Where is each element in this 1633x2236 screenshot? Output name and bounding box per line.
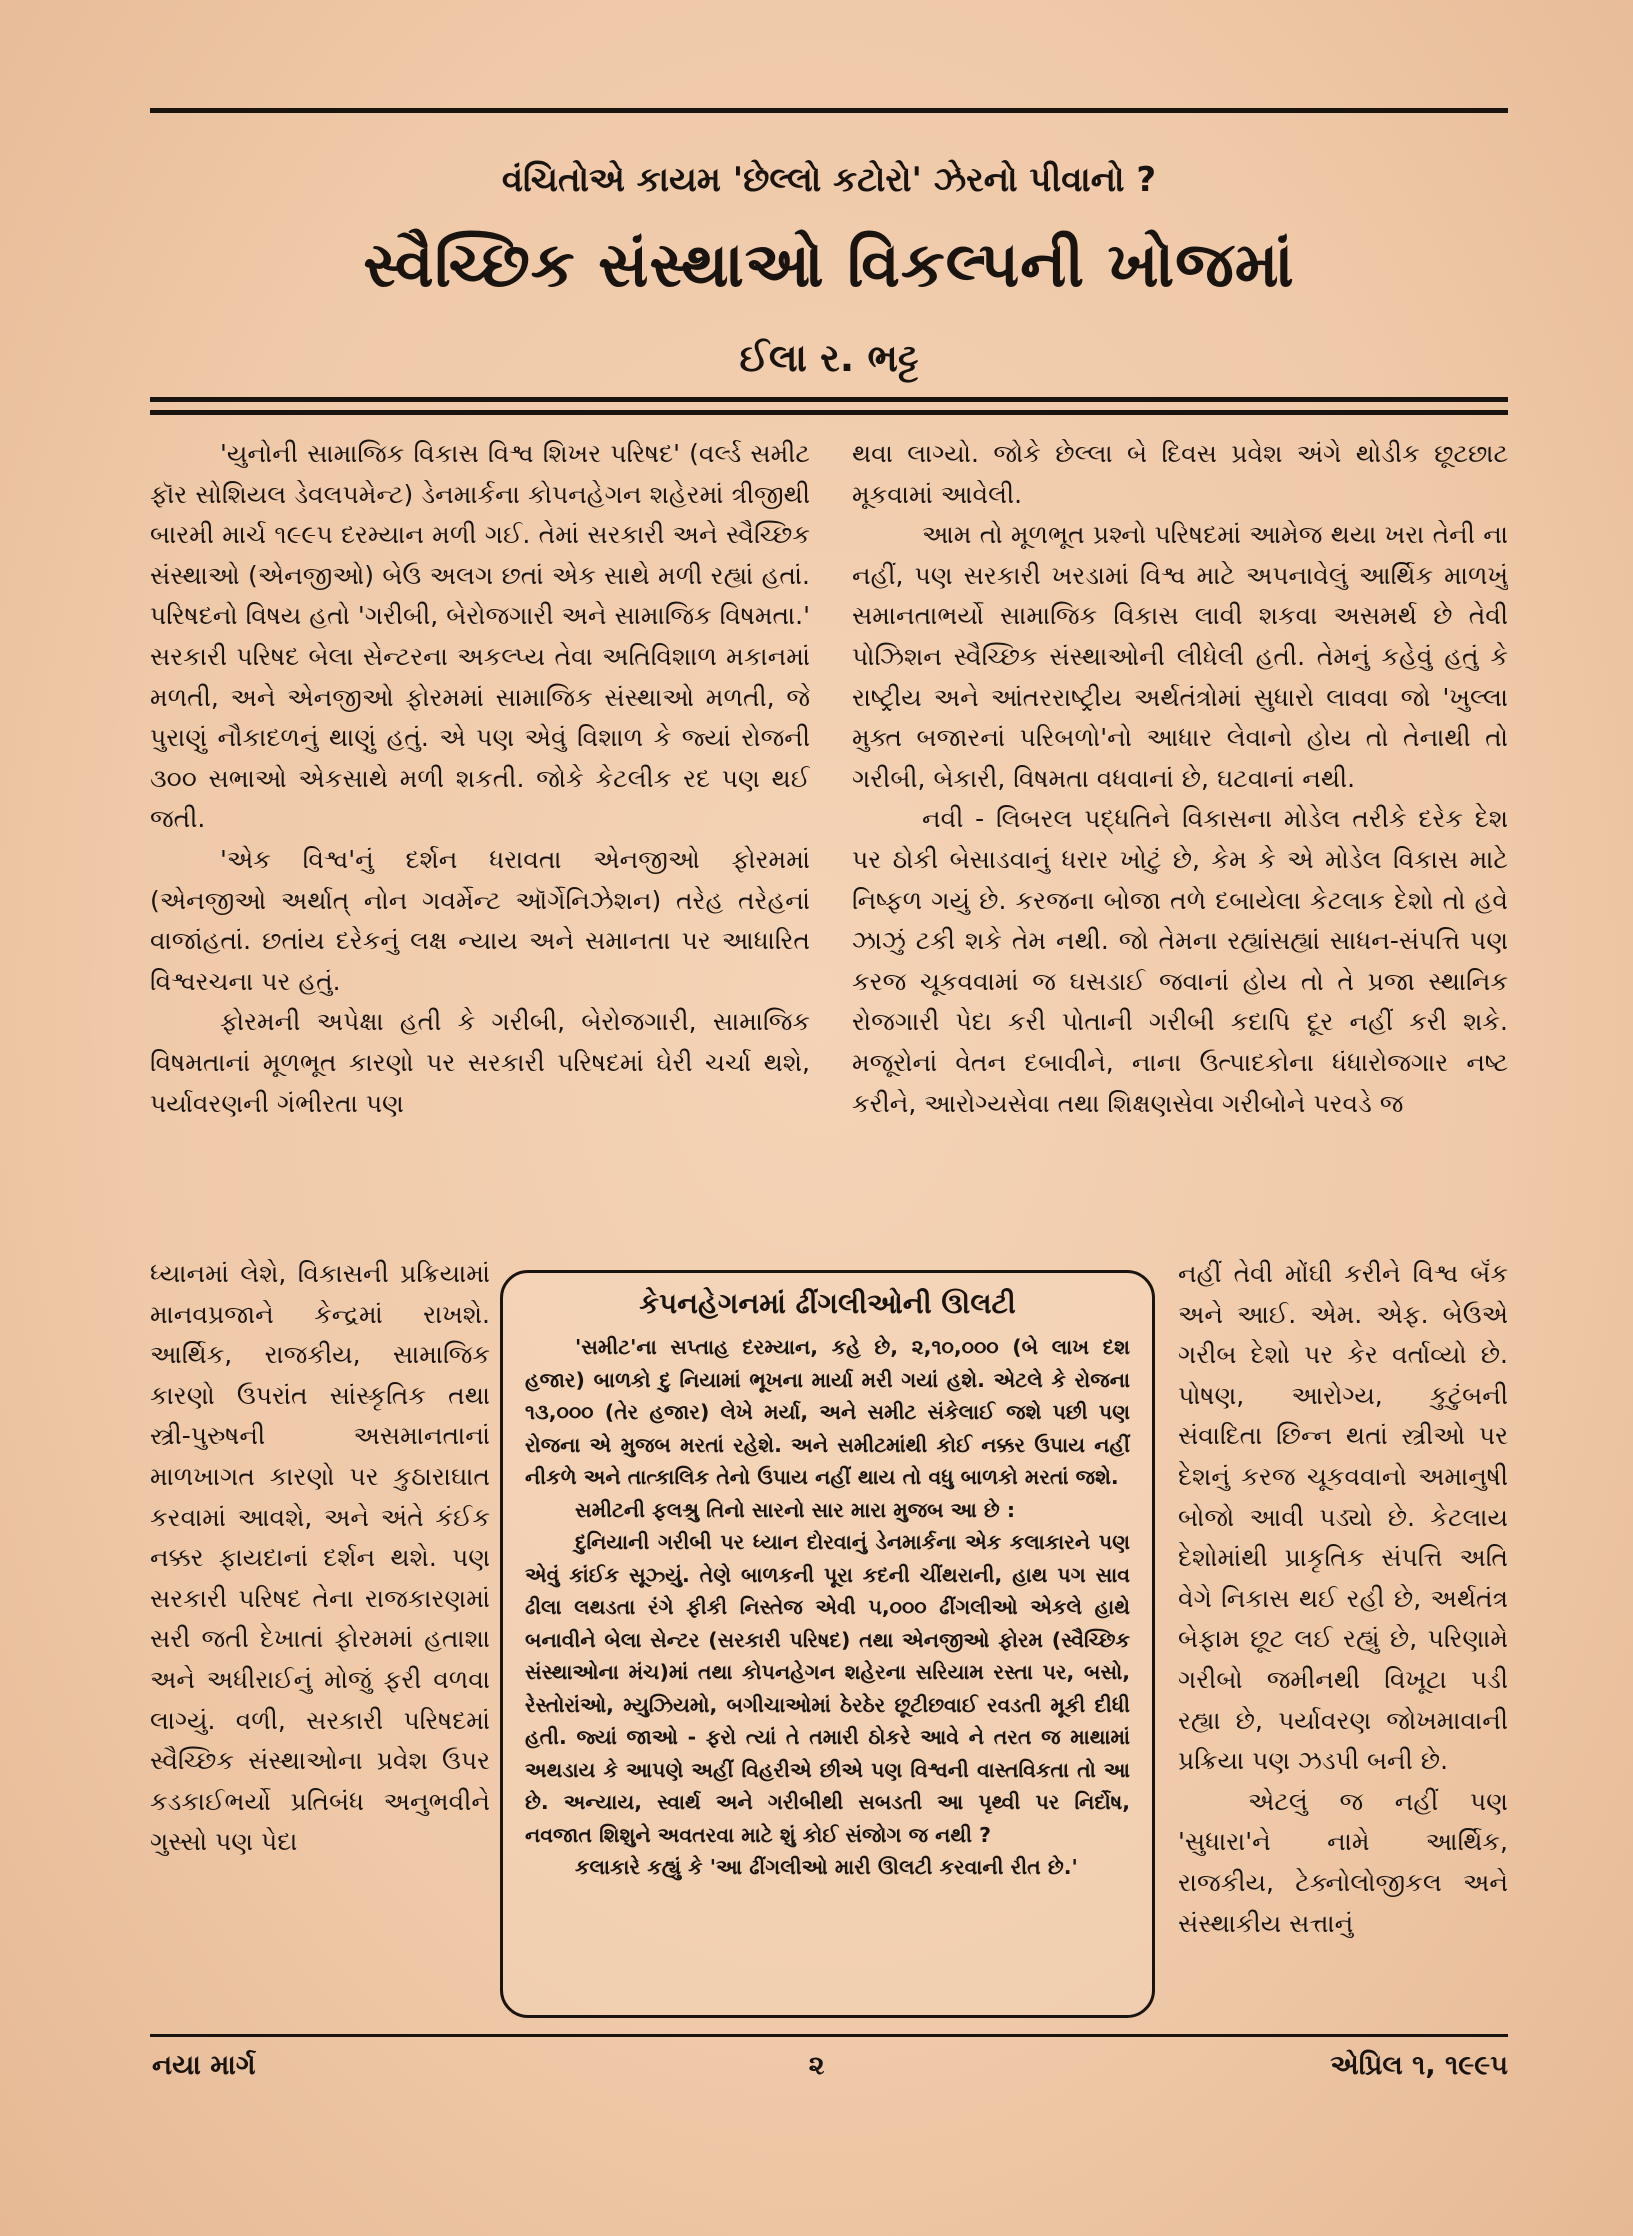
sidebar-body xyxy=(525,1331,1130,1884)
article-byline: ઈલા ર. ભટ્ટ xyxy=(739,336,919,380)
article-title: સ્વૈચ્છિક સંસ્થાઓ વિકલ્પની ખોજમાં xyxy=(363,228,1295,301)
paragraph: ધ્યાનમાં લેશે, વિકાસની પ્રક્રિયામાં માનવપ્રજાને કેન્દ્રમાં રાખશે. આર્થિક, રાજકીય, સામાજિક કારણો ઉપરાંત સાંસ્કૃતિક તથા સ્ત્રી-પુરુષની અસમાનતાનાં માળખાગત કારણો પર કુઠારાઘાત કરવામાં આવશે, અને અંતે કંઈક નક્કર ફાયદાનાં દર્શન થશે. પણ સરકારી પરિષદ તેના રાજકારણમાં સરી જતી દેખાતાં ફોરમમાં હતાશા અને અધીરાઈનું મોજું ફરી વળવા લાગ્યું. વળી, સરકારી પરિષદમાં સ્વૈચ્છિક સંસ્થાઓના પ્રવેશ ઉપર કડકાઈભર્યો પ્રતિબંધ અનુભવીને ગુસ્સો પણ પેદા xyxy=(150,1259,490,1857)
paragraph: એટલું જ નહીં પણ 'સુધારા'ને નામે આર્થિક, રાજકીય, ટેક્નોલોજીકલ અને સંસ્થાકીય સત્તાનું xyxy=(1178,1786,1508,1938)
article-column-right xyxy=(852,434,1508,1254)
paragraph: નવી - લિબરલ પદ્ધતિને વિકાસના મોડેલ તરીકે દરેક દેશ પર ઠોકી બેસાડવાનું ધરાર ખોટું છે, કેમ કે એ મોડેલ વિકાસ માટે નિષ્ફળ ગયું છે. કરજના બોજા તળે દબાયેલા કેટલાક દેશો તો હવે ઝાઝું ટકી શકે તેમ નથી. જો તેમના રહ્યાંસહ્યાં સાધન-સંપત્તિ પણ કરજ ચૂકવવામાં જ ઘસડાઈ જવાનાં હોય તો તે પ્રજા સ્થાનિક રોજગારી પેદા કરી પોતાની ગરીબી કદાપિ દૂર નહીં કરી શકે. મજૂરોનાં વેતન દબાવીને, નાના ઉત્પાદકોના ધંધારોજગાર નષ્ટ કરીને, આરોગ્યસેવા તથા શિક્ષણસેવા ગરીબોને પરવડે જ xyxy=(852,804,1508,1118)
article-column-left xyxy=(150,434,810,1254)
footer-page-number: ૨ xyxy=(808,2050,825,2081)
article-column-left-continued xyxy=(150,1254,490,2034)
paragraph: થવા લાગ્યો. જોકે છેલ્લા બે દિવસ પ્રવેશ અંગે થોડીક છૂટછાટ મૂકવામાં આવેલી. xyxy=(852,439,1508,509)
sidebar-paragraph: 'સમીટ'ના સપ્તાહ દરમ્યાન, કહે છે, ૨,૧૦,૦૦૦ (બે લાખ દશ હજાર) બાળકો દુ નિયામાં ભૂખના માર્યા મરી ગયાં હશે. એટલે કે રોજના ૧૩,૦૦૦ (તેર હજાર) લેખે મર્યા, અને સમીટ સંકેલાઈ જશે પછી પણ રોજના એ મુજબ મરતાં રહેશે. અને સમીટમાંથી કોઈ નક્કર ઉપાય નહીં નીકળે અને તાત્કાલિક તેનો ઉપાય નહીં થાય તો વધુ બાળકો મરતાં જશે. xyxy=(525,1335,1130,1489)
footer-rule xyxy=(150,2034,1508,2037)
header-rule-lower xyxy=(150,410,1508,415)
sidebar-paragraph: કલાકારે કહ્યું કે 'આ ઢીંગલીઓ મારી ઊલટી કરવાની રીત છે.' xyxy=(575,1855,1078,1879)
sidebar-paragraph: સમીટની ફલશ્રુ તિનો સારનો સાર મારા મુજબ આ છે : xyxy=(575,1497,1016,1522)
footer-publication: નયા માર્ગ xyxy=(152,2050,256,2081)
header-rule-upper xyxy=(150,397,1508,402)
footer-date: એપ્રિલ ૧, ૧૯૯૫ xyxy=(1330,2050,1508,2081)
sidebar-box xyxy=(500,1270,1155,2018)
paragraph: ફોરમની અપેક્ષા હતી કે ગરીબી, બેરોજગારી, સામાજિક વિષમતાનાં મૂળભૂત કારણો પર સરકારી પરિષદમાં ઘેરી ચર્ચા થશે, પર્યાવરણની ગંભીરતા પણ xyxy=(150,1007,810,1118)
paragraph: આમ તો મૂળભૂત પ્રશ્નો પરિષદમાં આમેજ થયા ખરા તેની ના નહીં, પણ સરકારી ખરડામાં વિશ્વ માટે અપનાવેલું આર્થિક માળખું સમાનતાભર્યો સામાજિક વિકાસ લાવી શકવા અસમર્થ છે તેવી પોઝિશન સ્વૈચ્છિક સંસ્થાઓની લીધેલી હતી. તેમનું કહેવું હતું કે રાષ્ટ્રીય અને આંતરરાષ્ટ્રીય અર્થતંત્રોમાં સુધારો લાવવા જો 'ખુલ્લા મુક્ત બજારનાં પરિબળો'નો આધાર લેવાનો હોય તો તેનાથી તો ગરીબી, બેકારી, વિષમતા વધવાનાં છે, ઘટવાનાં નથી. xyxy=(852,520,1508,793)
paragraph: 'એક વિશ્વ'નું દર્શન ધરાવતા એનજીઓ ફોરમમાં (એનજીઓ અર્થાત્ નોન ગવર્મેન્ટ ઑર્ગેનિઝેશન) તરેહ તરેહનાં વાજાંહતાં. છતાંય દરેકનું લક્ષ ન્યાય અને સમાનતા પર આધારિત વિશ્વરચના પર હતું. xyxy=(150,844,810,996)
paragraph: નહીં તેવી મોંઘી કરીને વિશ્વ બૅંક અને આઈ. એમ. એફ. બેઉએ ગરીબ દેશો પર કેર વર્તાવ્યો છે. પોષણ, આરોગ્ય, કુટુંબની સંવાદિતા છિન્ન થતાં સ્ત્રીઓ પર દેશનું કરજ ચૂકવવાનો અમાનુષી બોજો આવી પડ્યો છે. કેટલાય દેશોમાંથી પ્રાકૃતિક સંપત્તિ અતિ વેગે નિકાસ થઈ રહી છે, અર્થતંત્ર બેફામ છૂટ લઈ રહ્યું છે, પરિણામે ગરીબો જમીનથી વિખૂટા પડી રહ્યા છે, પર્યાવરણ જોખમાવાની પ્રક્રિયા પણ ઝડપી બની છે. xyxy=(1178,1259,1508,1776)
article-kicker: વંચિતોએ કાયમ 'છેલ્લો કટોરો' ઝેરનો પીવાનો ? xyxy=(501,160,1157,200)
article-column-right-continued xyxy=(1178,1254,1508,2034)
paragraph: 'યુનોની સામાજિક વિકાસ વિશ્વ શિખર પરિષદ' (વર્લ્ડ સમીટ ફૉર સોશિયલ ડેવલપમેન્ટ) ડેનમાર્કના કોપનહેગન શહેરમાં ત્રીજીથી બારમી માર્ચ ૧૯૯૫ દરમ્યાન મળી ગઈ. તેમાં સરકારી અને સ્વૈચ્છિક સંસ્થાઓ (એનજીઓ) બેઉ અલગ છતાં એક સાથે મળી રહ્યાં હતાં. પરિષદનો વિષય હતો 'ગરીબી, બેરોજગારી અને સામાજિક વિષમતા.' સરકારી પરિષદ બેલા સેન્ટરના અકલ્પ્ય તેવા અતિવિશાળ મકાનમાં મળતી, અને એનજીઓ ફોરમમાં સામાજિક સંસ્થાઓ મળતી, જે પુરાણું નૌકાદળનું થાણું હતું. એ પણ એવું વિશાળ કે જ્યાં રોજની ૩૦૦ સભાઓ એકસાથે મળી શકતી. જોકે કેટલીક રદ પણ થઈ જતી. xyxy=(150,439,810,834)
sidebar-paragraph: દુનિયાની ગરીબી પર ધ્યાન દોરવાનું ડેનમાર્કના એક કલાકારને પણ એવું કાંઈક સૂઝ્યું. તેણે બાળકની પૂરા કદની ચીંથરાની, હાથ પગ સાવ ઢીલા લથડતા રંગે ફીકી નિસ્તેજ એવી ૫,૦૦૦ ઢીંગલીઓ એકલે હાથે બનાવીને બેલા સેન્ટર (સરકારી પરિષદ) તથા એનજીઓ ફોરમ (સ્વૈચ્છિક સંસ્થાઓના મંચ)માં તથા કોપનહેગન શહેરના સરિયામ રસ્તા પર, બસો, રેસ્તોરાંઓ, મ્યુઝિયમો, બગીચાઓમાં ઠેરઠેર છૂટીછવાઈ રવડતી મૂકી દીધી હતી. જ્યાં જાઓ - ફરો ત્યાં તે તમારી ઠોકરે આવે ને તરત જ માથામાં અથડાય કે આપણે અહીં વિહરીએ છીએ પણ વિશ્વની વાસ્તવિકતા તો આ છે. અન્યાય, સ્વાર્થ અને ગરીબીથી સબડતી આ પૃથ્વી પર નિર્દોષ, નવજાત શિશુને અવતરવા માટે શું કોઈ સંજોગ જ નથી ? xyxy=(525,1530,1130,1847)
top-rule xyxy=(150,108,1508,113)
sidebar-title: કેપનહેગનમાં ઢીંગલીઓની ઊલટી xyxy=(639,1287,1016,1320)
